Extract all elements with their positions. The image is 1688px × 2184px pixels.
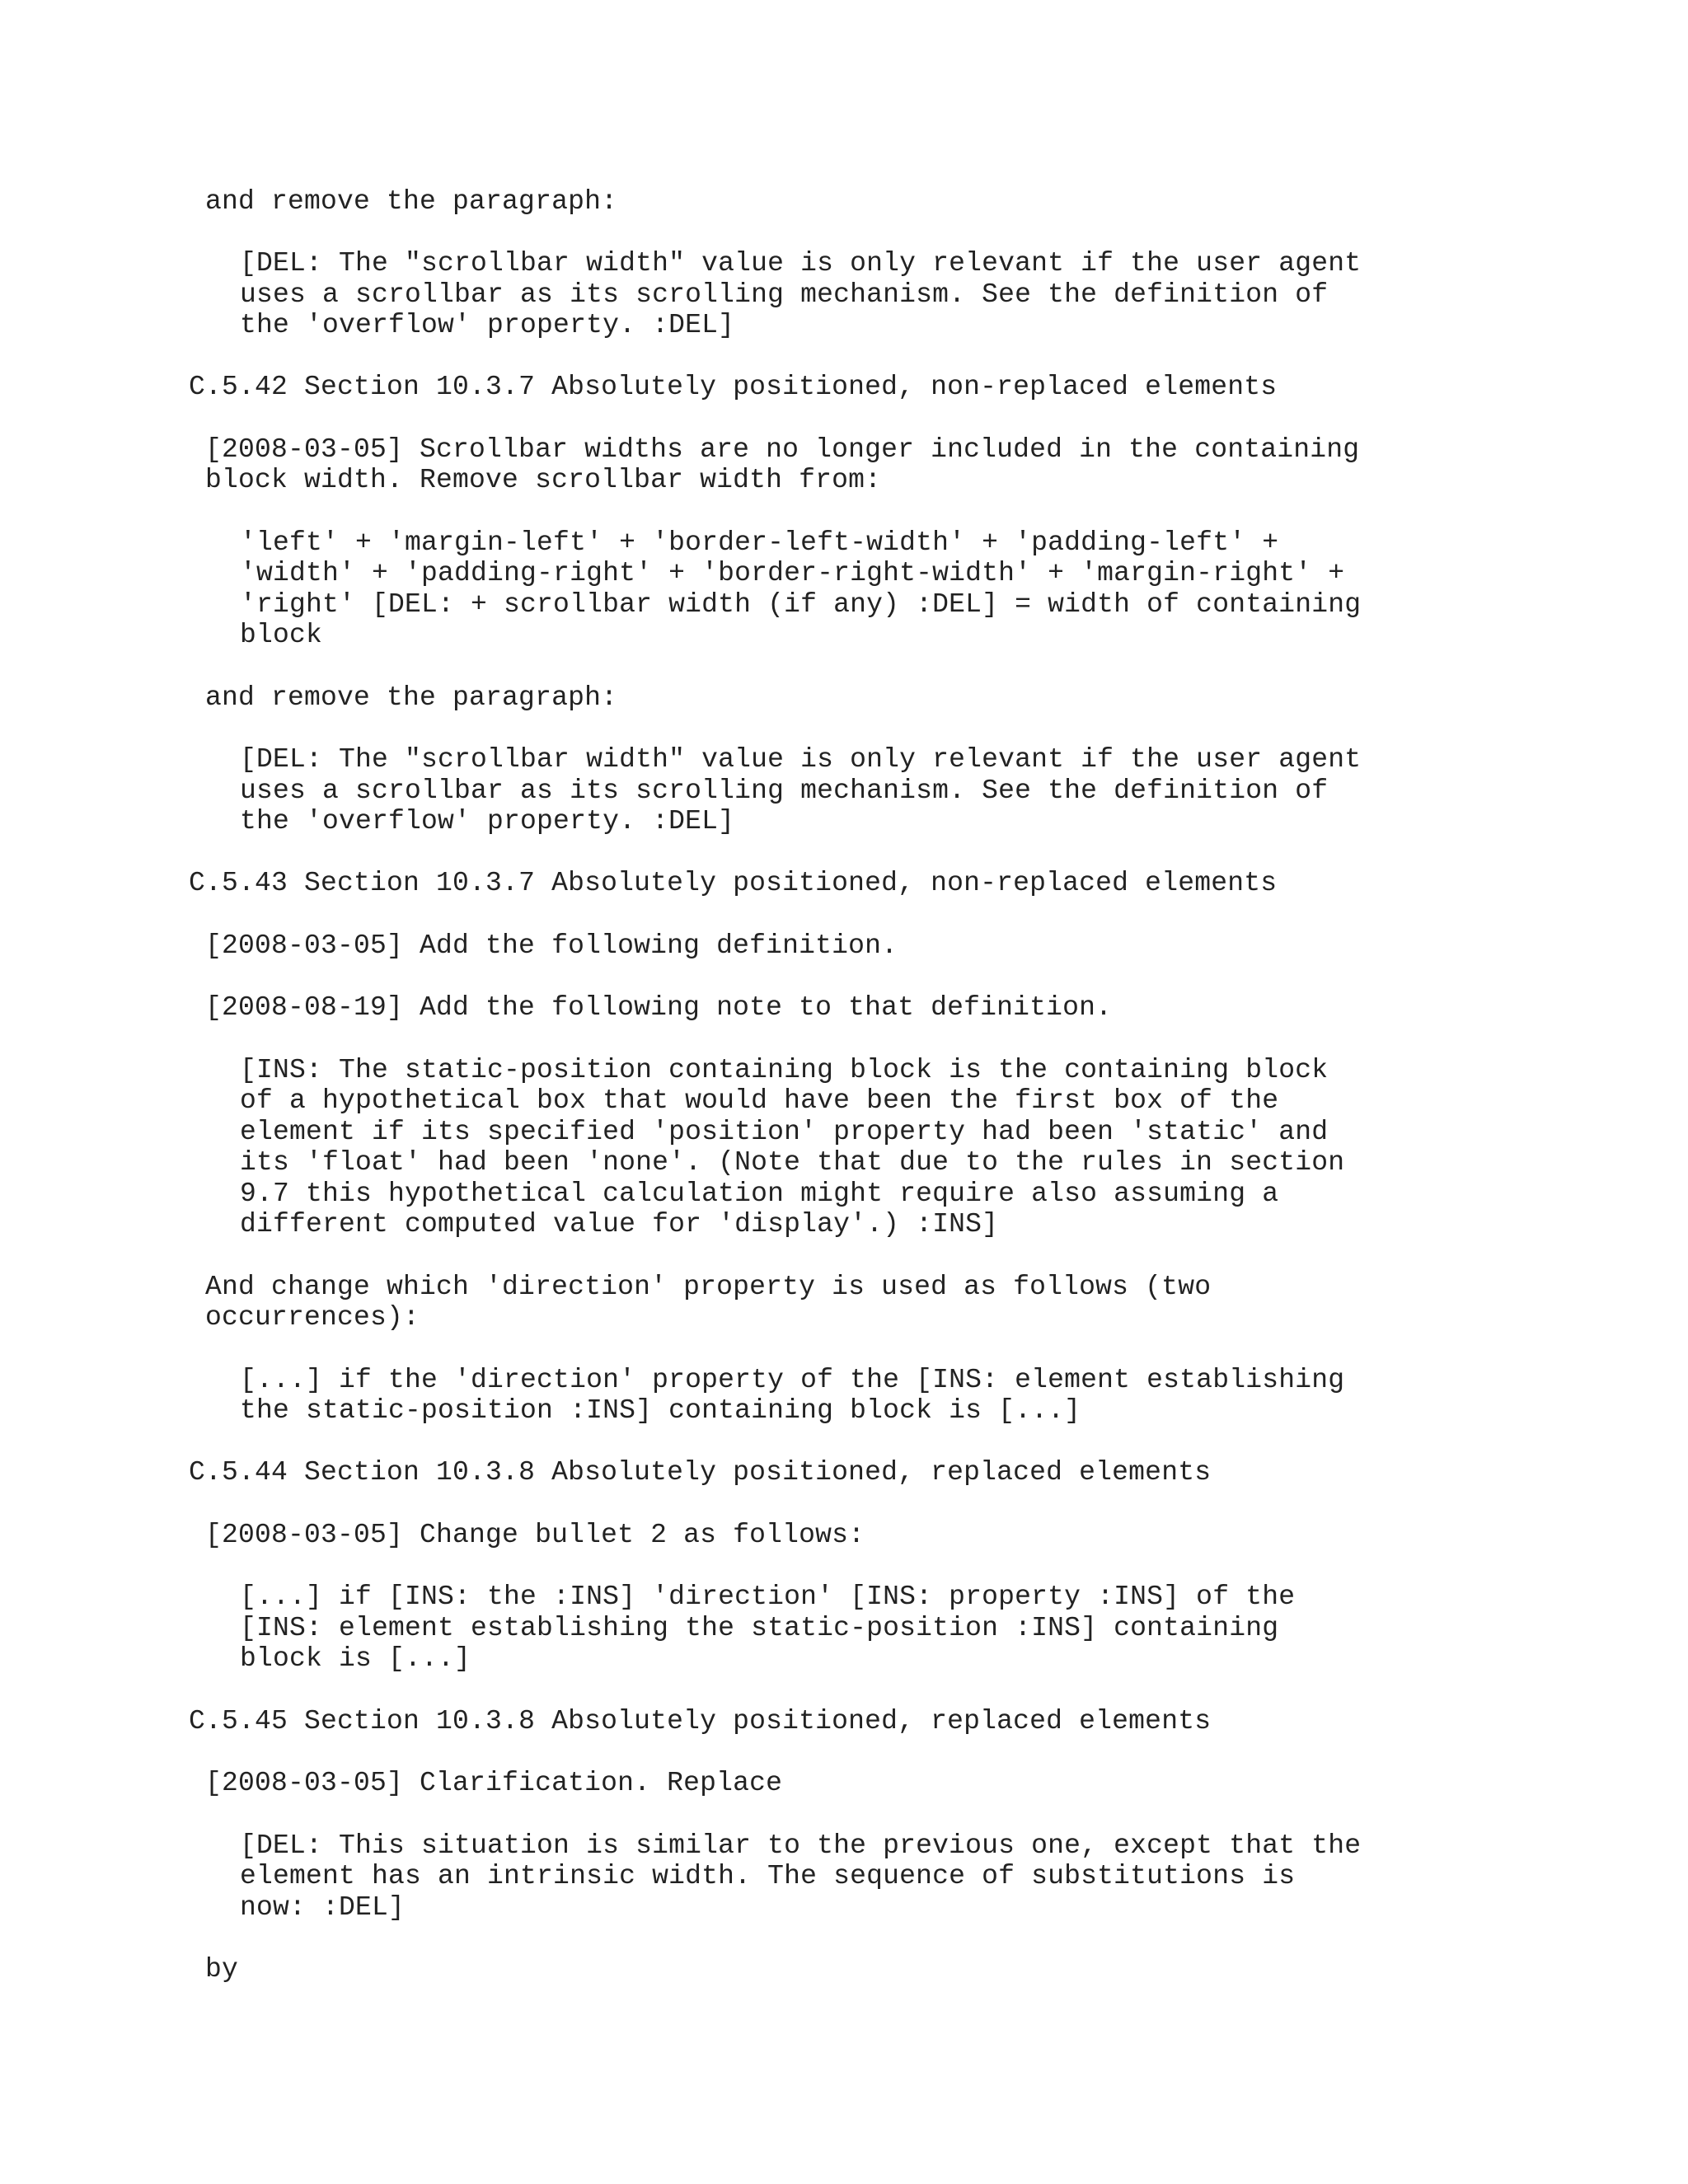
quoted-text-line: the static-position :INS] containing block is [...] [240, 1395, 1081, 1426]
section-heading-c5-44: C.5.44 Section 10.3.8 Absolutely positioned, replaced elements [189, 1457, 1212, 1488]
deleted-text-line: the 'overflow' property. :DEL] [240, 806, 735, 837]
paragraph-line: by [205, 1954, 239, 1985]
paragraph-line: block width. Remove scrollbar width from: [205, 465, 882, 495]
formula-line: 'left' + 'margin-left' + 'border-left-width' + 'padding-left' + [240, 527, 1279, 558]
paragraph-line: [2008-03-05] Clarification. Replace [205, 1768, 783, 1798]
inserted-text-line: element if its specified 'position' property had been 'static' and [240, 1117, 1329, 1147]
paragraph-line: [2008-03-05] Change bullet 2 as follows: [205, 1520, 865, 1550]
inserted-text-line: [INS: The static-position containing block is the containing block [240, 1055, 1329, 1085]
deleted-text-line: [DEL: The "scrollbar width" value is only relevant if the user agent [240, 744, 1362, 775]
inserted-text-line: 9.7 this hypothetical calculation might require also assuming a [240, 1179, 1279, 1209]
formula-line: block [240, 620, 323, 650]
paragraph-line: and remove the paragraph: [205, 186, 618, 217]
section-heading-c5-45: C.5.45 Section 10.3.8 Absolutely positioned, replaced elements [189, 1706, 1212, 1736]
deleted-text-line: uses a scrollbar as its scrolling mechanism. See the definition of [240, 776, 1329, 806]
formula-line: 'right' [DEL: + scrollbar width (if any) :DEL] = width of containing [240, 589, 1362, 620]
quoted-text-line: [INS: element establishing the static-position :INS] containing [240, 1613, 1279, 1643]
quoted-text-line: [...] if [INS: the :INS] 'direction' [INS: property :INS] of the [240, 1582, 1296, 1612]
paragraph-line: and remove the paragraph: [205, 682, 618, 713]
deleted-text-line: the 'overflow' property. :DEL] [240, 310, 735, 340]
inserted-text-line: its 'float' had been 'none'. (Note that due to the rules in section [240, 1147, 1345, 1178]
paragraph-line: [2008-03-05] Scrollbar widths are no longer included in the containing [205, 434, 1360, 465]
deleted-text-line: now: :DEL] [240, 1892, 406, 1923]
quoted-text-line: block is [...] [240, 1643, 471, 1674]
deleted-text-line: [DEL: This situation is similar to the previous one, except that the [240, 1830, 1362, 1861]
inserted-text-line: different computed value for 'display'.) :INS] [240, 1209, 999, 1240]
paragraph-line: And change which 'direction' property is used as follows (two [205, 1272, 1212, 1302]
deleted-text-line: uses a scrollbar as its scrolling mechanism. See the definition of [240, 279, 1329, 310]
paragraph-line: [2008-03-05] Add the following definition. [205, 930, 898, 961]
formula-line: 'width' + 'padding-right' + 'border-right-width' + 'margin-right' + [240, 558, 1345, 588]
deleted-text-line: element has an intrinsic width. The sequence of substitutions is [240, 1861, 1296, 1891]
quoted-text-line: [...] if the 'direction' property of the [INS: element establishing [240, 1365, 1345, 1395]
paragraph-line: occurrences): [205, 1302, 420, 1333]
section-heading-c5-42: C.5.42 Section 10.3.7 Absolutely positioned, non-replaced elements [189, 372, 1278, 402]
deleted-text-line: [DEL: The "scrollbar width" value is only relevant if the user agent [240, 248, 1362, 279]
paragraph-line: [2008-08-19] Add the following note to that definition. [205, 992, 1113, 1023]
inserted-text-line: of a hypothetical box that would have been the first box of the [240, 1085, 1279, 1116]
section-heading-c5-43: C.5.43 Section 10.3.7 Absolutely positioned, non-replaced elements [189, 868, 1278, 898]
